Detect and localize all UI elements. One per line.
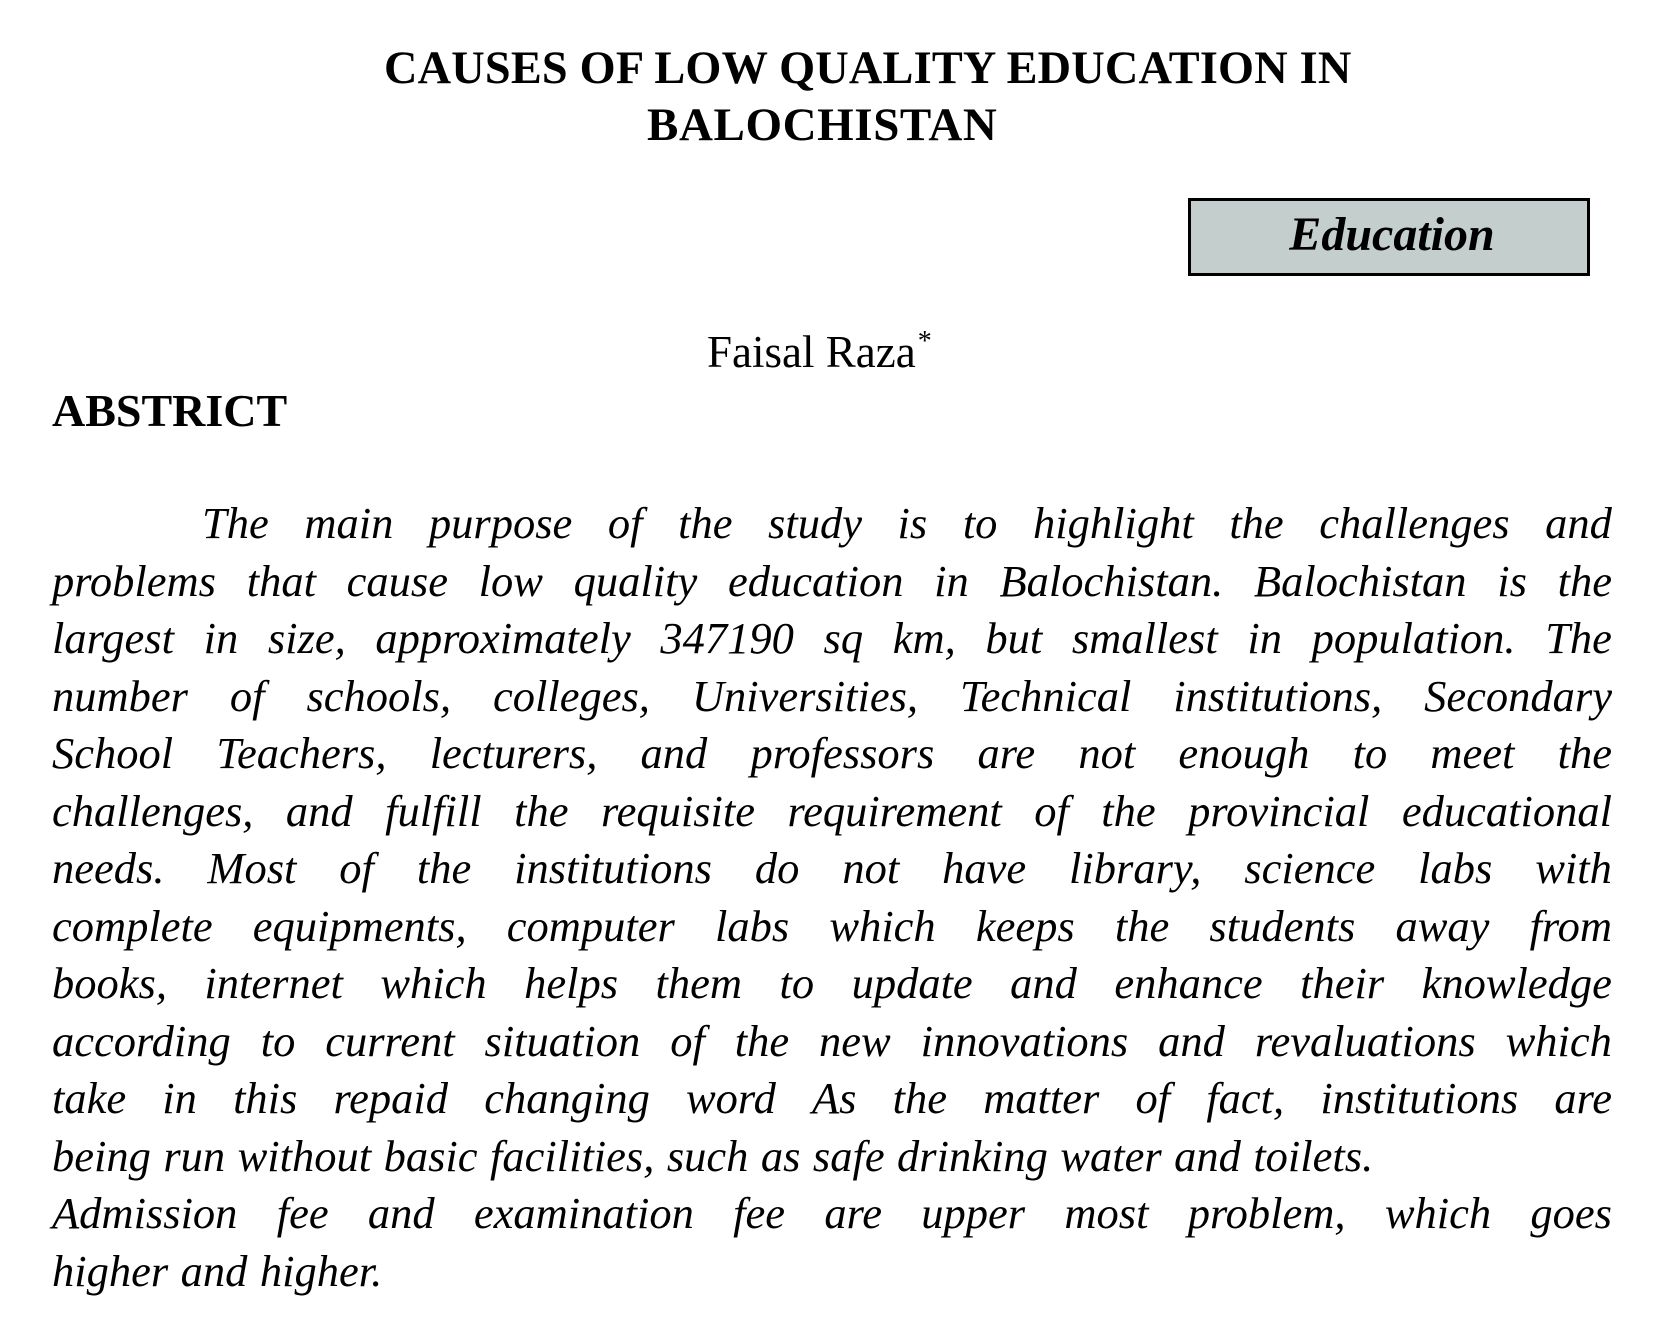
abstract-word: to <box>1352 728 1388 778</box>
abstract-word: are <box>1554 1073 1612 1123</box>
abstract-word: such <box>666 1130 749 1181</box>
abstract-word: facilities, <box>489 1130 655 1181</box>
abstract-word: quality <box>573 555 698 606</box>
abstract-word: challenges, <box>52 785 254 836</box>
abstract-word: km, <box>892 613 956 663</box>
abstract-word: not <box>1078 728 1136 778</box>
abstract-word: Universities, <box>691 670 919 721</box>
abstract-word: the <box>734 1015 790 1066</box>
abstract-line <box>52 1013 1612 1071</box>
abstract-word: the <box>1101 785 1156 836</box>
abstract-word: study <box>768 498 862 548</box>
abstract-word: repaid <box>333 1073 449 1123</box>
abstract-word: schools, <box>306 670 452 721</box>
abstract-word: meet <box>1430 728 1515 778</box>
abstract-word: to <box>260 1015 296 1066</box>
abstract-word: Most <box>207 843 297 893</box>
abstract-word: computer <box>506 900 675 951</box>
abstract-word: The <box>202 498 269 548</box>
abstract-word: but <box>985 613 1043 663</box>
abstract-word: of <box>1034 785 1069 836</box>
abstract-word: away <box>1395 900 1490 951</box>
author-byline <box>707 324 932 380</box>
abstract-word: are <box>977 728 1036 778</box>
abstract-word: requirement <box>787 785 1002 836</box>
abstract-line <box>52 1185 1612 1243</box>
abstract-word: them <box>655 958 742 1008</box>
abstract-word: revaluations <box>1254 1015 1476 1066</box>
abstract-word: highlight <box>1033 498 1194 548</box>
abstract-word: provincial <box>1188 785 1370 836</box>
abstract-word: situation <box>484 1015 641 1066</box>
abstract-word: students <box>1209 900 1356 951</box>
abstract-word: lecturers, <box>429 728 598 778</box>
abstract-word: run <box>163 1130 226 1181</box>
abstract-word: goes <box>1530 1188 1612 1238</box>
abstract-word: population. <box>1311 613 1516 663</box>
abstract-word: Secondary <box>1424 670 1612 721</box>
abstract-word: institutions <box>514 843 712 893</box>
abstract-word: needs. <box>52 843 165 893</box>
abstract-word: do <box>754 843 800 893</box>
abstract-word: fulfill <box>385 785 482 836</box>
abstract-word: upper <box>921 1188 1026 1238</box>
abstract-word: of <box>339 843 374 893</box>
abstract-word: and <box>1174 1130 1241 1181</box>
abstract-word: and <box>180 1245 248 1296</box>
abstract-word: examination <box>473 1188 694 1238</box>
abstract-heading: ABSTRICT <box>52 385 288 436</box>
abstract-word: which <box>380 958 487 1008</box>
abstract-word: in <box>934 555 969 606</box>
abstract-word: and <box>367 1188 435 1238</box>
abstract-word: books, <box>52 958 167 1008</box>
abstract-word: size, <box>267 613 346 663</box>
abstract-word: this <box>233 1073 298 1123</box>
abstract-word: low <box>478 555 543 606</box>
abstract-line <box>52 955 1612 1013</box>
abstract-word: the <box>514 785 569 836</box>
abstract-word: and <box>1158 1015 1225 1066</box>
abstract-line <box>52 610 1612 668</box>
author-footnote-marker: * <box>917 326 932 357</box>
abstract-word: in <box>162 1073 197 1123</box>
abstract-word: is <box>1497 555 1527 606</box>
abstract-word: matter <box>983 1073 1100 1123</box>
abstract-word: the <box>1557 728 1612 778</box>
abstract-word: Balochistan <box>1253 555 1467 606</box>
abstract-word: higher <box>52 1245 169 1296</box>
abstract-line <box>52 553 1612 611</box>
abstract-word: problems <box>52 555 216 606</box>
abstract-word: fee <box>276 1188 329 1238</box>
abstract-word: the <box>1114 900 1170 951</box>
abstract-word: colleges, <box>492 670 650 721</box>
abstract-word: word <box>685 1073 776 1123</box>
abstract-line <box>52 495 1612 553</box>
abstract-word: requisite <box>600 785 756 836</box>
abstract-line <box>52 783 1612 841</box>
abstract-word: from <box>1529 900 1612 951</box>
abstract-word: basic <box>383 1130 478 1181</box>
abstract-line <box>52 725 1612 783</box>
abstract-word: Teachers, <box>216 728 387 778</box>
abstract-word: of <box>229 670 265 721</box>
abstract-word: and <box>1010 958 1077 1008</box>
abstract-word: is <box>897 498 928 548</box>
abstract-word: which <box>829 900 936 951</box>
abstract-word: drinking <box>897 1130 1048 1181</box>
abstract-line <box>52 1128 1612 1186</box>
abstract-word: not <box>842 843 900 893</box>
abstract-word: cause <box>346 555 448 606</box>
abstract-word: science <box>1244 843 1376 893</box>
abstract-word: to <box>779 958 815 1008</box>
abstract-word: helps <box>524 958 619 1008</box>
category-box <box>1188 198 1590 276</box>
abstract-word: the <box>1557 555 1612 606</box>
abstract-word: sq <box>823 613 864 663</box>
abstract-word: higher. <box>259 1245 383 1296</box>
abstract-line <box>52 1243 1612 1301</box>
abstract-word: education <box>727 555 904 606</box>
abstract-word: and <box>640 728 708 778</box>
abstract-word: and <box>285 785 353 836</box>
abstract-word: have <box>942 843 1027 893</box>
abstract-word: which <box>1505 1015 1612 1066</box>
abstract-word: knowledge <box>1421 958 1612 1008</box>
abstract-word: changing <box>484 1073 650 1123</box>
abstract-word: equipments, <box>252 900 467 951</box>
abstract-word: current <box>325 1015 455 1066</box>
abstract-word: internet <box>204 958 343 1008</box>
abstract-word: with <box>1535 843 1612 893</box>
abstract-word: of <box>607 498 643 548</box>
abstract-word: problem, <box>1187 1188 1346 1238</box>
abstract-word: without <box>237 1130 372 1181</box>
abstract-line <box>52 840 1612 898</box>
abstract-word: challenges <box>1319 498 1510 548</box>
abstract-word: the <box>892 1073 948 1123</box>
abstract-word: purpose <box>428 498 573 548</box>
abstract-word: School <box>52 728 174 778</box>
abstract-word: smallest <box>1071 613 1218 663</box>
abstract-word: library, <box>1069 843 1202 893</box>
abstract-word: take <box>52 1073 127 1123</box>
abstract-word: water <box>1060 1130 1162 1181</box>
abstract-word: the <box>416 843 472 893</box>
abstract-word: innovations <box>920 1015 1129 1066</box>
abstract-word: As <box>812 1073 857 1123</box>
abstract-word: educational <box>1401 785 1612 836</box>
abstract-word: Admission <box>52 1188 238 1238</box>
abstract-word: approximately <box>375 613 631 663</box>
abstract-line <box>52 898 1612 956</box>
abstract-word: enhance <box>1114 958 1263 1008</box>
paper-title-line-1: CAUSES OF LOW QUALITY EDUCATION IN <box>384 42 1352 94</box>
abstract-word: are <box>824 1188 882 1238</box>
abstract-word: labs <box>1418 843 1493 893</box>
author-name: Faisal Raza <box>707 327 916 377</box>
abstract-word: the <box>1229 498 1284 548</box>
abstract-word: main <box>304 498 394 548</box>
category-label: Education <box>1289 208 1495 261</box>
abstract-word: that <box>246 555 316 606</box>
abstract-word: and <box>1545 498 1612 548</box>
abstract-word: to <box>962 498 998 548</box>
abstract-word: in <box>203 613 239 663</box>
abstract-body <box>52 495 1612 1300</box>
abstract-word: new <box>819 1015 891 1066</box>
abstract-word: Technical <box>959 670 1132 721</box>
abstract-word: professors <box>750 728 935 778</box>
abstract-word: Balochistan. <box>999 555 1224 606</box>
abstract-word: which <box>1384 1188 1492 1238</box>
abstract-word: number <box>52 670 188 721</box>
abstract-word: of <box>1135 1073 1171 1123</box>
abstract-word: most <box>1064 1188 1149 1238</box>
abstract-word: being <box>52 1130 151 1181</box>
abstract-word: the <box>678 498 733 548</box>
abstract-word: according <box>52 1015 231 1066</box>
abstract-word: fact, <box>1206 1073 1285 1123</box>
abstract-word: complete <box>52 900 213 951</box>
abstract-word: their <box>1300 958 1385 1008</box>
abstract-word: The <box>1545 613 1612 663</box>
abstract-word: safe <box>812 1130 885 1181</box>
abstract-word: institutions <box>1320 1073 1519 1123</box>
abstract-word: largest <box>52 613 174 663</box>
abstract-line <box>52 668 1612 726</box>
abstract-word: enough <box>1178 728 1310 778</box>
abstract-word: as <box>760 1130 801 1181</box>
abstract-word: in <box>1247 613 1282 663</box>
abstract-word: institutions, <box>1173 670 1383 721</box>
abstract-word: keeps <box>975 900 1075 951</box>
abstract-word: update <box>851 958 973 1008</box>
abstract-word: of <box>670 1015 705 1066</box>
abstract-word: toilets. <box>1253 1130 1374 1181</box>
paper-title-line-2: BALOCHISTAN <box>647 99 998 151</box>
abstract-line <box>52 1070 1612 1128</box>
abstract-word: 347190 <box>660 613 794 663</box>
abstract-word: labs <box>715 900 790 951</box>
abstract-word: fee <box>733 1188 786 1238</box>
